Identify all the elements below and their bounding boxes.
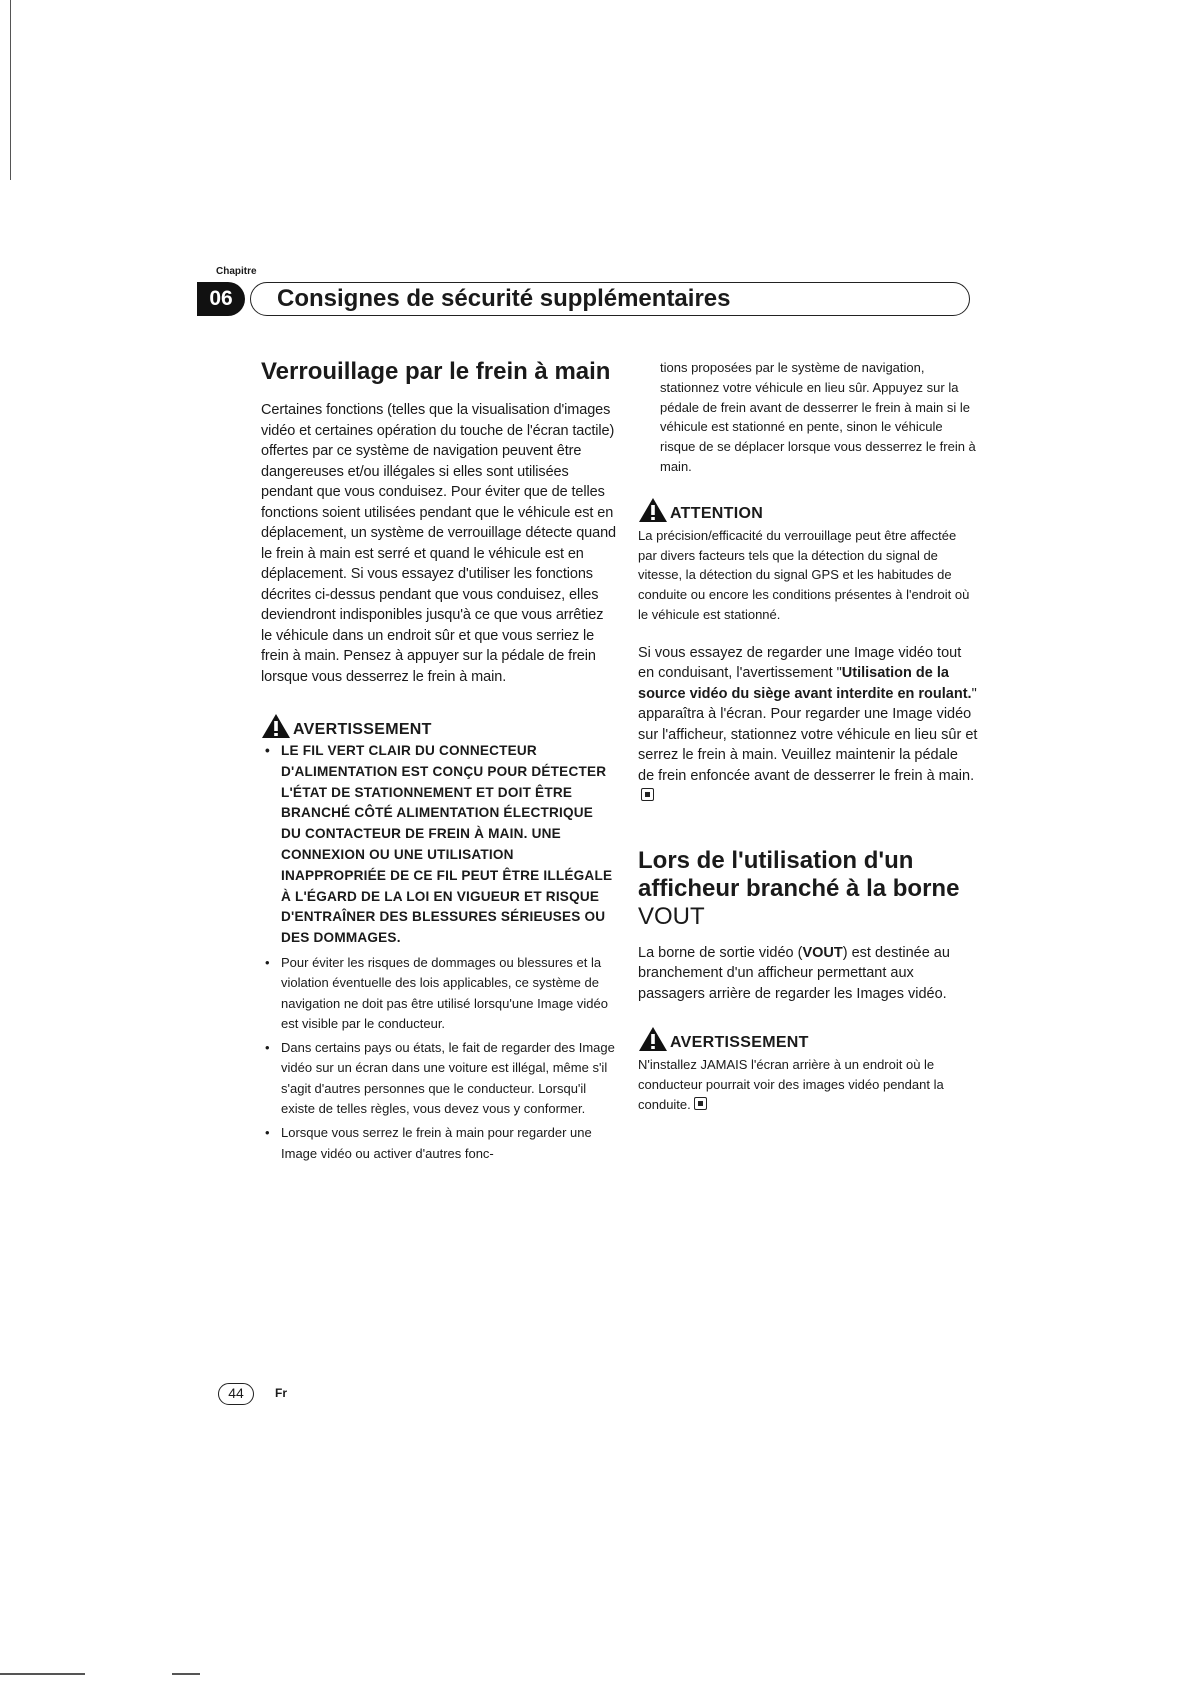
warning-triangle-icon: [638, 497, 668, 523]
list-item: • LE FIL VERT CLAIR DU CONNECTEUR D'ALIMENTATION EST CONÇU POUR DÉTECTER L'ÉTAT DE STATIONNEMENT ET DOIT ÊTRE BRANCHÉ CÔTÉ ALIMENTATION ÉLECTRIQUE DU CONTACTEUR DE FREIN À MAIN. UNE CONNEXION OU UNE UTILISATION INAPPROPRIÉE DE CE FIL PEUT ÊTRE ILLÉGALE À L'ÉGARD DE LA LOI EN VIGUEUR ET RISQUE D'ENTRAÎNER DES BLESSURES SÉRIEUSES OU DES DOMMAGES.: [261, 741, 616, 949]
paragraph-text: N'installez JAMAIS l'écran arrière à un endroit où le conducteur pourrait voir des images vidéo pendant la conduite.: [638, 1057, 944, 1112]
attention-title: ATTENTION: [670, 504, 764, 522]
right-column: [638, 358, 978, 1115]
vout-paragraph: [638, 943, 978, 1005]
heading-text: Lors de l'utilisation d'un afficheur branché à la borne: [638, 846, 960, 902]
chapter-number-badge: 06: [197, 282, 245, 316]
language-code: Fr: [275, 1386, 287, 1400]
paragraph-text: ) est destinée au branchement d'un afficheur permettant aux passagers arrière de regarder les Images vidéo.: [638, 944, 950, 1002]
warning-text: [638, 1055, 978, 1114]
page-number: 44: [218, 1383, 254, 1405]
list-item: • Dans certains pays ou états, le fait de regarder des Image vidéo sur un écran dans une voiture est illégal, même s'il s'agit d'autres personnes que le conducteur. Lorsqu'il existe de telles règles, vous devez vous y conformer.: [261, 1038, 616, 1119]
section-heading-vout: [638, 847, 978, 931]
warning-title: AVERTISSEMENT: [293, 721, 432, 738]
warning-title: AVERTISSEMENT: [670, 1034, 809, 1052]
paragraph-text: La borne de sortie vidéo (: [638, 944, 803, 961]
intro-paragraph: Certaines fonctions (telles que la visualisation d'images vidéo et certaines opération du touche de l'écran tactile) offertes par ce système de navigation peuvent être dangereuses et/ou illégales si elles sont utilisées pendant que vous conduisez. Pour éviter que de telles fonctions soient utilisées pendant que le véhicule est en déplacement, un système de verrouillage détecte quand le frein à main est serré et quand le véhicule est en déplacement. Si vous essayez d'utiliser les fonctions décrites ci-dessus pendant que vous conduisez, elles deviendront indisponibles jusqu'à ce que vous arrêtiez le véhicule dans un endroit sûr et que vous serriez le frein à main. Pensez à appuyer sur la pédale de frein lorsque vous desserrez le frein à main.: [261, 402, 617, 685]
warning-header: [638, 1026, 978, 1052]
section-heading: Verrouillage par le frein à main: [261, 358, 611, 385]
on-screen-message: Utilisation de la source vidéo du siège avant interdite en roulant.: [638, 665, 972, 702]
heading-terminal: VOUT: [638, 902, 705, 930]
terminal-name: VOUT: [802, 944, 843, 961]
warning-header: [261, 713, 616, 739]
attention-header: [638, 497, 978, 523]
scan-bottom-line: [172, 1673, 200, 1675]
warning-bullet-list: [261, 953, 616, 1164]
list-item: • Lorsque vous serrez le frein à main pour regarder une Image vidéo ou activer d'autres fonc-: [261, 1123, 616, 1164]
paragraph-text: " apparaîtra à l'écran. Pour regarder une Image vidéo sur l'afficheur, stationnez votre véhicule en lieu sûr et serrez le frein à main. Veuillez maintenir la pédale de frein enfoncée avant de desserrer le frein à main.: [638, 685, 978, 784]
warning-block-2: [638, 1026, 978, 1114]
end-of-section-icon: [641, 788, 654, 801]
video-warning-paragraph: [638, 643, 978, 807]
left-column: [261, 358, 616, 1164]
warning-triangle-icon: [261, 713, 291, 739]
attention-text: La précision/efficacité du verrouillage peut être affectée par divers facteurs tels que la détection du signal de vitesse, la détection du signal GPS et les habitudes de conduite ou encore les conditions présentes à l'endroit où le véhicule est stationné.: [638, 527, 970, 622]
list-item: • Pour éviter les risques de dommages ou blessures et la violation éventuelle des lois applicables, ce système de navigation ne doit pas être utilisé lorsqu'une Image vidéo est visible par le conducteur.: [261, 953, 616, 1034]
paragraph-text: Si vous essayez de regarder une Image vidéo tout en conduisant, l'avertissement ": [638, 644, 962, 682]
end-of-section-icon: [694, 1097, 707, 1110]
scan-bottom-line: [0, 1673, 85, 1675]
continuation-paragraph: tions proposées par le système de navigation, stationnez votre véhicule en lieu sûr. Appuyez sur la pédale de frein avant de desserrer le frein à main si le véhicule est stationné en pente, sinon le véhicule risque de se déplacer lorsque vous desserrez le frein à main.: [660, 360, 976, 474]
chapter-title: Consignes de sécurité supplémentaires: [277, 285, 731, 312]
warning-block: [261, 713, 616, 1164]
scan-edge-line: [10, 0, 11, 180]
attention-block: [638, 497, 978, 625]
warning-caps-list: [261, 741, 616, 949]
chapter-label: Chapitre: [216, 266, 257, 277]
warning-triangle-icon: [638, 1026, 668, 1052]
